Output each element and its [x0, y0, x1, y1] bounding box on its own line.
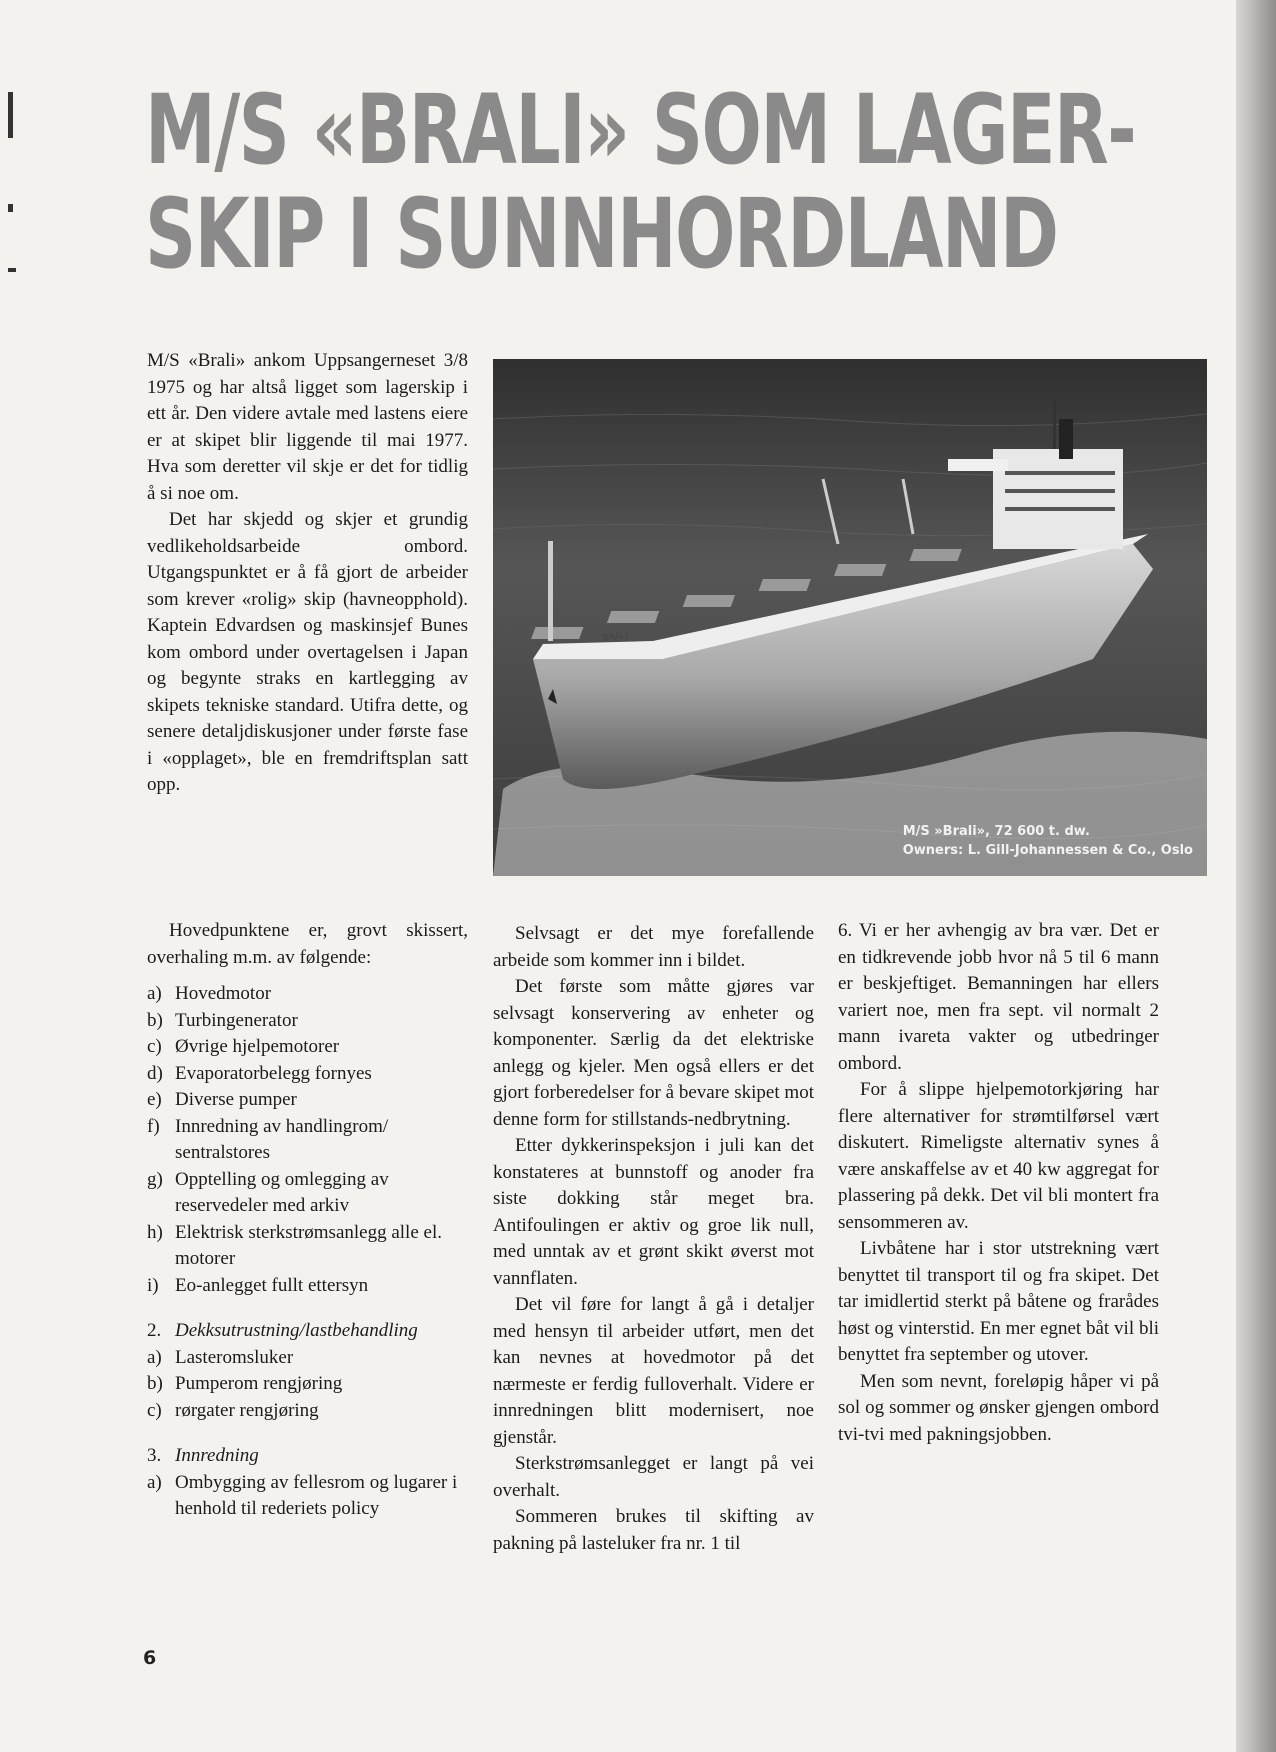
list-item-label: f)	[147, 1115, 160, 1137]
section-heading	[147, 1443, 468, 1470]
headline-line-1: M/S «BRALI» SOM LAGER-	[145, 74, 1136, 186]
body-paragraph: For å slippe hjelpemotorkjøring har flere alternativer for strømtilførsel vært diskutert. Rimeligste alternativ synes å være anskaffelse av et 40 kw aggregat for plassering på dekk. Det vil bli montert fra sensommeren av.	[838, 1079, 1159, 1233]
body-paragraph: 6. Vi er her avhengig av bra vær. Det er en tidkrevende jobb hvor nå 5 til 6 mann er beskjeftiget. Bemanningen har ellers variert noe, men fra sept. vil normalt 2 mann ivareta vakter og utbedringer ombord.	[838, 920, 1159, 1074]
list-item	[147, 1087, 468, 1114]
body-paragraph: Sommeren brukes til skifting av pakning på lasteluker fra nr. 1 til	[493, 1506, 814, 1554]
column-3	[838, 918, 1159, 1448]
list-item-text: Hovedmotor	[175, 983, 272, 1004]
list-item-label: i)	[147, 1274, 159, 1296]
ship-photo	[493, 359, 1207, 876]
list-item-label: h)	[147, 1221, 163, 1243]
column-1	[147, 918, 468, 1523]
list-item-text: Elektrisk sterkstrømsanlegg alle el. motorer	[175, 1221, 442, 1269]
section-heading	[147, 1318, 468, 1345]
ship-bridge-wing	[948, 459, 1008, 471]
column-2	[493, 921, 814, 1557]
section-number: 2.	[147, 1320, 162, 1341]
body-paragraph: Det første som måtte gjøres var selvsagt konservering av enheter og komponenter. Særlig da det elektriske anlegg og kjeler. Men også ellers er det gjort forberedelser for å bevare skipet mot denne form for stillstands-nedbrytning.	[493, 976, 814, 1130]
ship-funnel	[1059, 419, 1073, 459]
list-item-label: c)	[147, 1036, 162, 1057]
list-item	[147, 1034, 468, 1061]
ship-mast	[1053, 399, 1056, 449]
list-item	[147, 1114, 468, 1167]
list-intro: Hovedpunktene er, grovt skissert, overhaling m.m. av følgende:	[147, 920, 468, 968]
margin-mark	[8, 268, 16, 272]
list-item	[147, 1398, 468, 1425]
list-item	[147, 1167, 468, 1220]
section-title: Innredning	[175, 1445, 259, 1466]
list-item-text: Turbingenerator	[175, 1009, 298, 1031]
list-item-text: Opptelling og omlegging av reservedeler med arkiv	[175, 1168, 389, 1216]
maintenance-list	[147, 981, 468, 1299]
list-item-label: a)	[147, 983, 162, 1004]
section-number: 3.	[147, 1445, 162, 1466]
list-item	[147, 1273, 468, 1300]
list-item-label: a)	[147, 1346, 162, 1368]
list-item-text: Eo-anlegget fullt ettersyn	[175, 1274, 369, 1296]
caption-line-1: M/S »Brali», 72 600 t. dw.	[902, 824, 1090, 839]
list-item-text: Øvrige hjelpemotorer	[175, 1036, 340, 1057]
page-edge	[1236, 0, 1276, 1752]
list-item-text: Ombygging av fellesrom og lugarer i henhold til rederiets policy	[175, 1471, 458, 1519]
page-number: 6	[143, 1647, 157, 1669]
list-item-text: rørgater rengjøring	[175, 1399, 319, 1421]
intro-text	[147, 348, 468, 799]
list-item-label: c)	[147, 1399, 162, 1421]
headline-line-2: SKIP I SUNNHORDLAND	[145, 178, 1058, 290]
margin-mark	[8, 92, 13, 138]
list-item	[147, 1061, 468, 1088]
body-paragraph: Det vil føre for langt å gå i detaljer med hensyn til arbeider utført, men det kan nevnes at hovedmotor på det nærmeste er ferdig fulloverhalt. Videre er innredningen blitt modernisert, noe gjenstår.	[493, 1294, 814, 1448]
list-item-label: b)	[147, 1009, 163, 1031]
ship-superstructure	[993, 449, 1123, 549]
list-item-text: Innredning av handlingrom/ sentralstores	[175, 1115, 389, 1163]
maintenance-list	[147, 1345, 468, 1425]
body-paragraph: Selvsagt er det mye forefallende arbeide som kommer inn i bildet.	[493, 923, 814, 971]
list-item-text: Pumperom rengjøring	[175, 1373, 343, 1394]
margin-mark	[8, 204, 13, 212]
list-item	[147, 1008, 468, 1035]
photo-caption	[903, 822, 1193, 860]
list-item-text: Diverse pumper	[175, 1089, 297, 1110]
list-item	[147, 1371, 468, 1398]
list-item	[147, 1470, 468, 1523]
list-item-label: b)	[147, 1373, 163, 1394]
list-item-label: g)	[147, 1168, 163, 1190]
body-paragraph: Men som nevnt, foreløpig håper vi på sol og sommer og ønsker gjengen ombord tvi-tvi med pakningsjobben.	[838, 1370, 1159, 1445]
intro-paragraph: M/S «Brali» ankom Uppsangerneset 3/8 1975 og har altså ligget som lagerskip i ett år. Den videre avtale med lastens eiere er at skipet blir liggende til mai 1977. Hva som deretter vil skje er det for tidlig å si noe om.	[147, 350, 468, 504]
list-item	[147, 1345, 468, 1372]
body-paragraph: Sterkstrømsanlegget er langt på vei overhalt.	[493, 1453, 814, 1501]
list-item	[147, 1220, 468, 1273]
fore-mast	[548, 541, 553, 641]
list-item-label: e)	[147, 1089, 162, 1110]
article-headline	[145, 74, 1136, 290]
body-paragraph: Livbåtene har i stor utstrekning vært benyttet til transport til og fra skipet. Det tar imidlertid sterkt på båtene og frarådes høst og vinterstid. En mer egnet båt vil bli benyttet fra september og utover.	[838, 1238, 1159, 1365]
list-item-text: Lasteromsluker	[175, 1346, 294, 1368]
section-title: Dekksutrustning/lastbehandling	[175, 1320, 418, 1341]
intro-paragraph: Det har skjedd og skjer et grundig vedlikeholdsarbeide ombord. Utgangspunktet er å få gjort de arbeider som krever «rolig» skip (havneopphold). Kaptein Edvardsen og maskinsjef Bunes kom ombord under overtagelsen i Japan og begynte straks en kartlegging av skipets tekniske standard. Utifra dette, og senere detaljdiskusjoner under første fase i «opplaget», ble en fremdriftsplan satt opp.	[147, 509, 468, 795]
list-item-label: a)	[147, 1471, 162, 1493]
list-item-text: Evaporatorbelegg fornyes	[175, 1062, 372, 1084]
list-item-label: d)	[147, 1062, 163, 1084]
ship-illustration	[493, 359, 1207, 876]
body-paragraph: Etter dykkerinspeksjon i juli kan det konstateres at bunnstoff og anoder fra siste dokking står meget bra. Antifoulingen er aktiv og groe lik null, med unntak av et grønt skikt øverst mot vannflaten.	[493, 1135, 814, 1289]
maintenance-list	[147, 1470, 468, 1523]
hull-name: BRALI	[602, 630, 630, 644]
caption-line-2: Owners: L. Gill-Johannessen & Co., Oslo	[902, 843, 1193, 858]
list-item	[147, 981, 468, 1008]
